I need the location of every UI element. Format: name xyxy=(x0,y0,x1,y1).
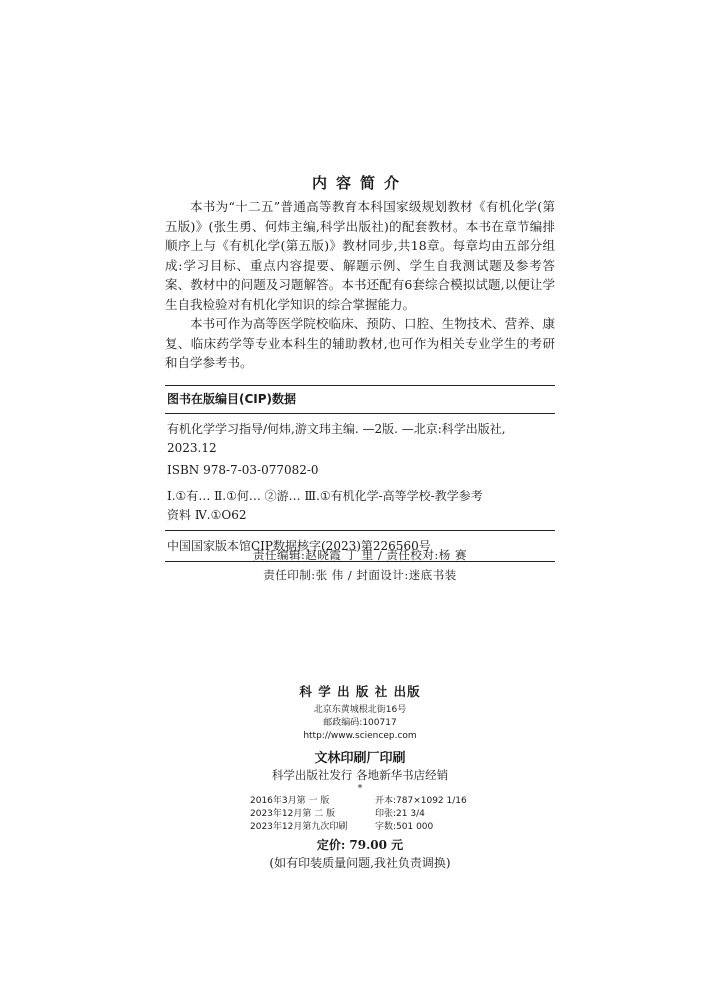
quality-notice: (如有印装质量问题,我社负责调换) xyxy=(269,856,451,870)
publisher-block xyxy=(165,682,555,871)
edition-date: 2016年3月第 一 版 xyxy=(250,796,330,806)
edition-spec: 开本:787×1092 1/16 xyxy=(375,796,467,806)
cip-isbn: ISBN 978-7-03-077082-0 xyxy=(167,463,319,477)
cip-top-rule xyxy=(165,385,555,386)
cip-record-line-1: 有机化学学习指导/何炜,游文玮主编. —2版. —北京:科学出版社, xyxy=(167,422,506,436)
cip-heading-rule xyxy=(165,413,555,414)
cip-subject-line-1: Ⅰ.①有… Ⅱ.①何… ②游… Ⅲ.①有机化学-高等学校-教学参考 xyxy=(167,489,483,503)
edition-spec: 字数:501 000 xyxy=(375,822,434,832)
edition-spec: 印张:21 3/4 xyxy=(375,809,425,819)
edition-row xyxy=(250,821,470,834)
edition-row xyxy=(250,808,470,821)
publisher-name: 科 学 出 版 社 出版 xyxy=(299,684,421,699)
printer-name: 文林印刷厂印刷 xyxy=(314,751,406,766)
intro-paragraph-2: 本书可作为高等医学院校临床、预防、口腔、生物技术、营养、康复、临床药学等专业本科生的辅助教材,也可作为相关专业学生的考研和自学参考书。 xyxy=(165,316,555,370)
separator-star: * xyxy=(357,784,363,794)
staff-line-2: 责任印制:张 伟 / 封面设计:迷底书装 xyxy=(263,568,457,582)
staff-line-1: 责任编辑:赵晓霞 丁 里 / 责任校对:杨 赛 xyxy=(253,548,467,562)
cip-mid-rule xyxy=(165,530,555,531)
edition-table xyxy=(250,795,470,834)
cip-record-line-2: 2023.12 xyxy=(167,441,217,455)
cip-heading: 图书在版编目(CIP)数据 xyxy=(167,392,297,406)
edition-row xyxy=(250,795,470,808)
content-intro-body xyxy=(165,197,555,373)
publisher-url: http://www.sciencep.com xyxy=(303,731,417,741)
cip-subject-line-2: 资料 Ⅳ.①O62 xyxy=(167,508,247,522)
intro-paragraph-1: 本书为“十二五”普通高等教育本科国家级规划教材《有机化学(第五版)》(张生勇、何炜主编,科学出版社)的配套教材。本书在章节编排顺序上与《有机化学(第五版)》教材同步,共18章。每章均由五部分组成:学习目标、重点内容提要、解题示例、学生自我测试题及参考答案、教材中的问题及习题解答。本书还配有6套综合模拟试题,以便让学生自我检验对有机化学知识的综合掌握能力。 xyxy=(165,199,555,312)
edition-date: 2023年12月第九次印刷 xyxy=(250,822,348,832)
publisher-address: 北京东黄城根北街16号 xyxy=(313,705,407,715)
content-intro-title: 内容简介 xyxy=(311,174,408,192)
staff-credits xyxy=(165,545,555,585)
publisher-postcode: 邮政编码:100717 xyxy=(323,718,397,728)
cip-block xyxy=(165,385,555,562)
distribution-line: 科学出版社发行 各地新华书店经销 xyxy=(271,768,449,782)
edition-date: 2023年12月第 二 版 xyxy=(250,809,336,819)
price: 定价: 79.00 元 xyxy=(316,838,404,852)
cip-number: 中国国家版本馆CIP数据核字(2023)第226560号 xyxy=(167,539,431,553)
